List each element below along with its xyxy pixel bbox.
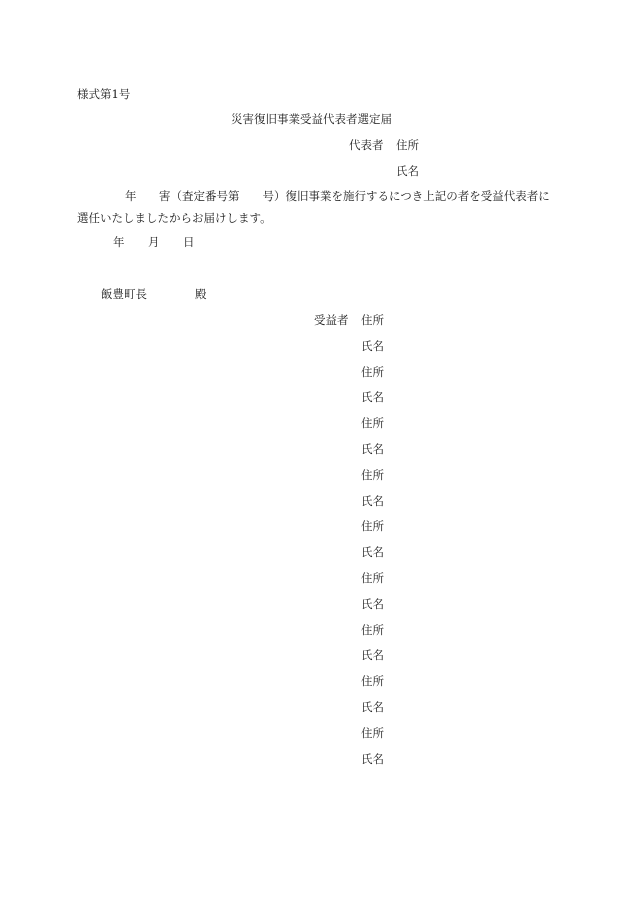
beneficiary-name-label: 氏名 xyxy=(361,752,384,766)
representative-name-label: 氏名 xyxy=(396,164,419,178)
date-year: 年 xyxy=(113,235,125,249)
representative-address-label: 住所 xyxy=(396,138,419,152)
beneficiary-name-label: 氏名 xyxy=(361,390,384,404)
body-text-line1: 害（査定番号第 号）復旧事業を施行するにつき上記の者を受益代表者に xyxy=(159,189,550,203)
recipient-name: 飯豊町長 xyxy=(101,287,147,301)
beneficiary-address-label: 住所 xyxy=(361,416,384,430)
date-month: 月 xyxy=(148,235,160,249)
form-number: 様式第1号 xyxy=(77,87,131,101)
date-day: 日 xyxy=(183,235,195,249)
beneficiary-name-label: 氏名 xyxy=(361,648,384,662)
beneficiary-label: 受益者 xyxy=(314,313,349,327)
document-title: 災害復旧事業受益代表者選定届 xyxy=(231,112,392,126)
beneficiary-address-label: 住所 xyxy=(361,365,384,379)
beneficiary-address-label: 住所 xyxy=(361,674,384,688)
beneficiary-name-label: 氏名 xyxy=(361,494,384,508)
representative-label: 代表者 xyxy=(349,138,384,152)
beneficiary-name-label: 氏名 xyxy=(361,442,384,456)
beneficiary-address-label: 住所 xyxy=(361,623,384,637)
beneficiary-name-label: 氏名 xyxy=(361,545,384,559)
beneficiary-address-label: 住所 xyxy=(361,468,384,482)
beneficiary-name-label: 氏名 xyxy=(361,700,384,714)
beneficiary-address-label: 住所 xyxy=(361,571,384,585)
beneficiary-name-label: 氏名 xyxy=(361,597,384,611)
beneficiary-name-label: 氏名 xyxy=(361,339,384,353)
body-year-label: 年 xyxy=(125,189,137,203)
beneficiary-address-label: 住所 xyxy=(361,313,384,327)
beneficiary-address-label: 住所 xyxy=(361,519,384,533)
body-text-line2: 選任いたしましたからお届けします。 xyxy=(77,211,272,225)
recipient-honorific: 殿 xyxy=(195,287,207,301)
beneficiary-address-label: 住所 xyxy=(361,726,384,740)
